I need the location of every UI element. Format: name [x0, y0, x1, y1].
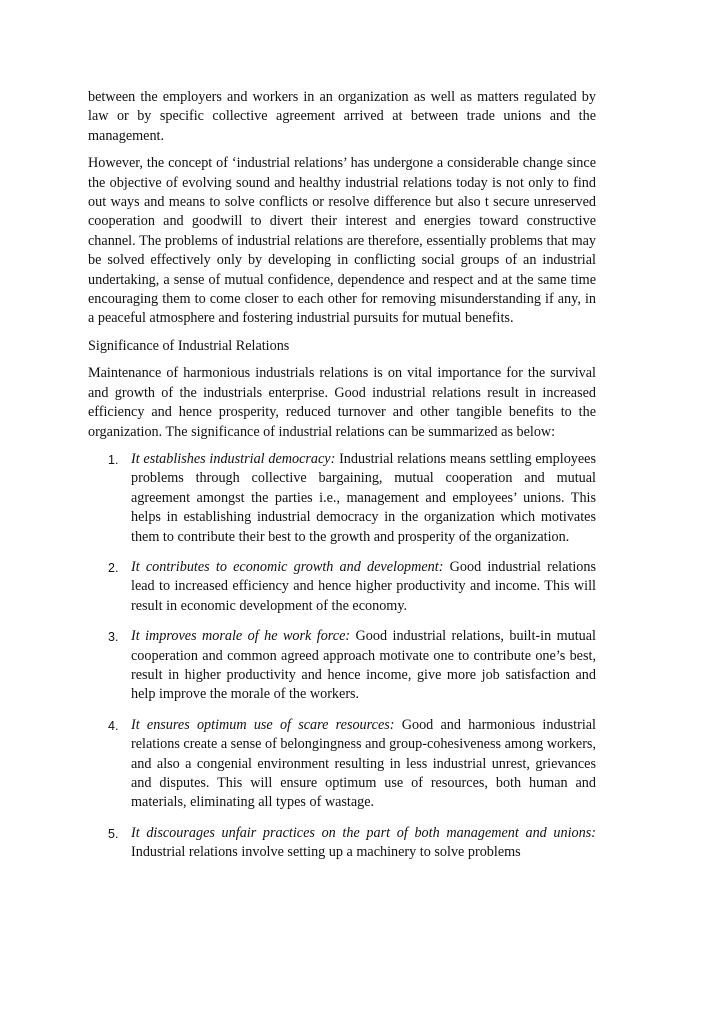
item-text: Good industrial relations, built-in mutual cooperation and common agreed approach motivate one to contribute one’s best, result in higher productivity and hence income, give more job satisfaction and help improve the morale of the workers. [131, 628, 596, 703]
list-number: 4. [108, 718, 119, 733]
significance-list [88, 450, 596, 863]
list-number: 3. [108, 630, 119, 645]
item-lead: It ensures optimum use of scare resources: [131, 716, 395, 733]
list-number: 2. [108, 560, 119, 575]
section-heading: Significance of Industrial Relations [88, 337, 290, 354]
list-item [88, 450, 596, 547]
body-paragraph: However, the concept of ‘industrial relations’ has undergone a considerable change since the objective of evolving sound and healthy industrial relations today is not only to find out ways and means to solve conflicts or resolve difference but also t secure unreserved cooperation and goodwill to divert their interest and energies toward constructive channel. The problems of industrial relations are therefore, essentially problems that may be solved effectively only by developing in conflicting social groups of an industrial undertaking, a sense of mutual confidence, dependence and respect and at the same time encouraging them to come closer to each other for removing misunderstanding if any, in a peaceful atmosphere and fostering industrial pursuits for mutual benefits. [88, 155, 596, 327]
body-paragraph: Maintenance of harmonious industrials relations is on vital importance for the survival and growth of the industrials enterprise. Good industrial relations result in increased efficiency and hence prosperity, reduced turnover and other tangible benefits to the organization. The significance of industrial relations can be summarized as below: [88, 365, 596, 440]
body-paragraph: between the employers and workers in an organization as well as matters regulated by law or by specific collective agreement arrived at between trade unions and the management. [88, 89, 596, 144]
list-item [88, 558, 596, 616]
item-lead: It discourages unfair practices on the part of both management and unions: [131, 824, 596, 841]
item-text: Good industrial relations lead to increased efficiency and hence higher productivity and income. This will result in economic development of the economy. [131, 558, 596, 614]
list-item [88, 627, 596, 705]
item-text: Good and harmonious industrial relations create a sense of belongingness and group-cohesiveness among workers, and also a congenial environment resulting in less industrial unrest, grievances and disputes. This will ensure optimum use of resources, both human and materials, eliminating all types of wastage. [131, 716, 596, 811]
item-text: Industrial relations involve setting up a machinery to solve problems [131, 844, 521, 861]
item-lead: It contributes to economic growth and development: [131, 558, 444, 575]
list-item [88, 824, 596, 863]
item-lead: It establishes industrial democracy: [131, 450, 336, 467]
list-number: 1. [108, 452, 119, 467]
list-number: 5. [108, 826, 119, 841]
document-page [88, 88, 596, 874]
list-item [88, 716, 596, 813]
item-lead: It improves morale of he work force: [131, 628, 351, 645]
item-text: Industrial relations means settling employees problems through collective bargaining, mutual cooperation and mutual agreement amongst the parties i.e., management and employees’ unions. This helps in establishing industrial democracy in the organization which motivates them to contribute their best to the growth and prosperity of the organization. [131, 450, 596, 545]
